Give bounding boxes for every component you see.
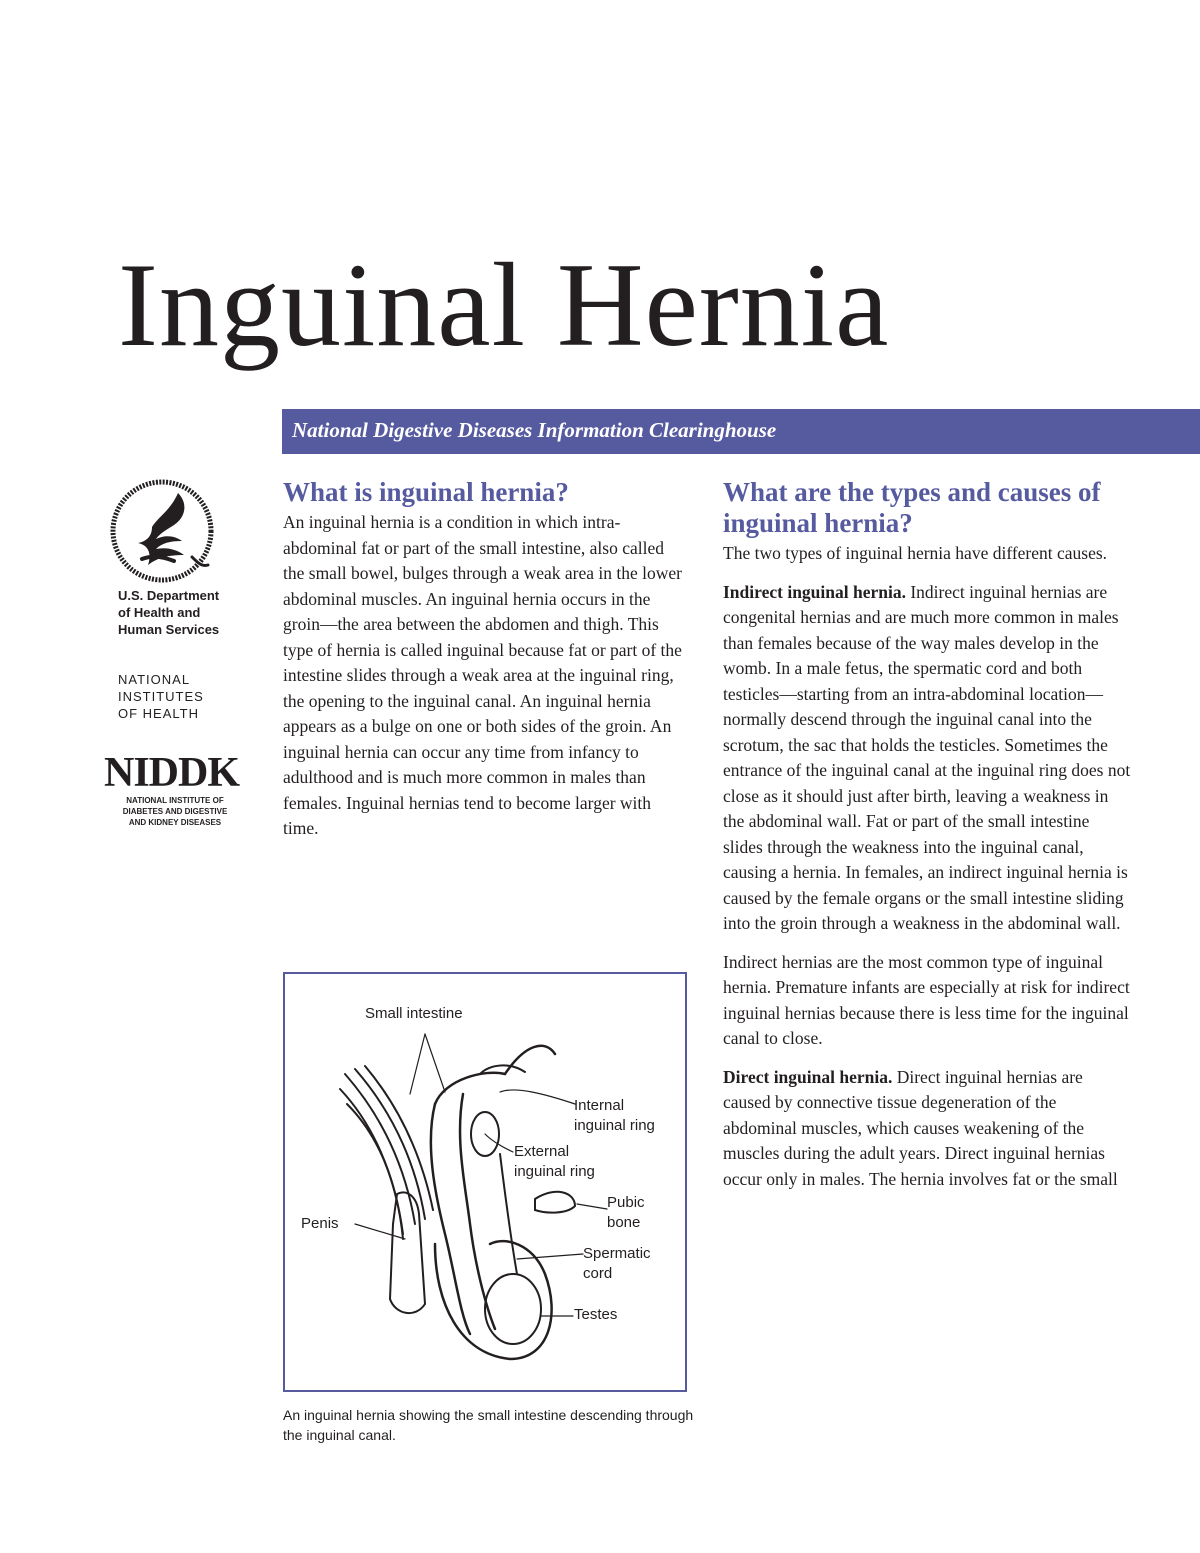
paragraph [723,1065,1133,1193]
label-internal-ring [574,1096,655,1136]
section-body [283,510,683,842]
label-line: bone [607,1214,641,1231]
anatomy-figure [283,972,687,1392]
paragraph: An inguinal hernia is a condition in which intra-abdominal fat or part of the small intestine, also called the small bowel, bulges through a weak area in the lower abdominal muscles. An inguinal hernia occurs in the groin—the area between the abdomen and thigh. This type of hernia is called inguinal because fat or part of the intestine slides through a weak area at the inguinal ring, the opening to the inguinal canal. An inguinal hernia appears as a bulge on one or both sides of the groin. An inguinal hernia can occur any time from infancy to adulthood and is much more common in males than females. Inguinal hernias tend to become larger with time. [283,512,682,838]
label-spermatic-cord [583,1244,651,1284]
label-line: Spermatic [583,1245,651,1262]
section-body [723,541,1133,1192]
section-what-is [283,477,683,855]
niddk-line: DIABETES AND DIGESTIVE [122,807,228,816]
hhs-eagle-seal-icon [108,477,216,585]
paragraph: Indirect hernias are the most common type of inguinal hernia. Premature infants are especially at risk for indirect inguinal hernias because there is less time for the inguinal canal to close. [723,951,1130,1048]
label-external-ring [514,1142,595,1182]
hhs-line: U.S. Department [118,588,220,603]
label-small-intestine: Small intestine [365,1005,463,1022]
section-heading: What are the types and causes of inguinal hernia? [723,477,1101,538]
nih-line: OF HEALTH [118,706,199,721]
label-line: inguinal ring [514,1163,595,1180]
paragraph: The two types of inguinal hernia have different causes. [723,543,1108,563]
inguinal-hernia-illustration [285,974,685,1390]
paragraph-lead: Indirect inguinal hernia. [723,581,906,602]
label-line: Pubic [607,1194,645,1211]
niddk-full-name [110,795,240,828]
label-line: inguinal ring [574,1117,655,1134]
label-penis: Penis [301,1215,339,1232]
label-line: External [514,1143,570,1160]
niddk-line: AND KIDNEY DISEASES [128,818,222,827]
figure-caption: An inguinal hernia showing the small intestine descending through the inguinal canal. [283,1407,694,1443]
nih-name [118,671,204,722]
section-heading: What is inguinal hernia? [283,477,569,507]
paragraph [723,580,1133,937]
page-title: Inguinal Hernia [118,238,890,371]
nih-line: INSTITUTES [118,689,204,704]
label-pubic-bone [607,1193,645,1233]
section-types-causes [723,477,1133,1205]
label-line: cord [583,1265,613,1282]
niddk-logo: NIDDK [104,750,240,796]
paragraph-text: Direct inguinal hernias are caused by connective tissue degeneration of the abdominal muscles, which causes weakening of the muscles during the adult years. Direct inguinal hernias occur only in males. The hernia involves fat or the small [723,1066,1118,1189]
label-testes: Testes [574,1306,618,1323]
publisher-banner [282,409,1200,454]
niddk-line: NATIONAL INSTITUTE OF [126,796,224,805]
paragraph-lead: Direct inguinal hernia. [723,1066,893,1087]
hhs-name [118,587,219,638]
banner-text: National Digestive Diseases Information Clearinghouse [292,418,777,442]
hhs-line: Human Services [118,622,220,637]
nih-line: NATIONAL [118,672,191,687]
label-line: Internal [574,1097,625,1114]
hhs-line: of Health and [118,605,201,620]
paragraph-text: Indirect inguinal hernias are congenital hernias and are much more common in males than females because of the way males develop in the womb. In a male fetus, the spermatic cord and both testicles—starting from an intra-abdominal location—normally descend through the inguinal canal into the scrotum, the sac that holds the testicles. Sometimes the entrance of the inguinal canal at the inguinal ring does not close as it should just after birth, leaving a weakness in the abdominal wall. Fat or part of the small intestine slides through the weakness into the inguinal canal, causing a hernia. In females, an indirect inguinal hernia is caused by the female organs or the small intestine sliding into the groin through a weakness in the abdominal wall. [723,581,1131,933]
